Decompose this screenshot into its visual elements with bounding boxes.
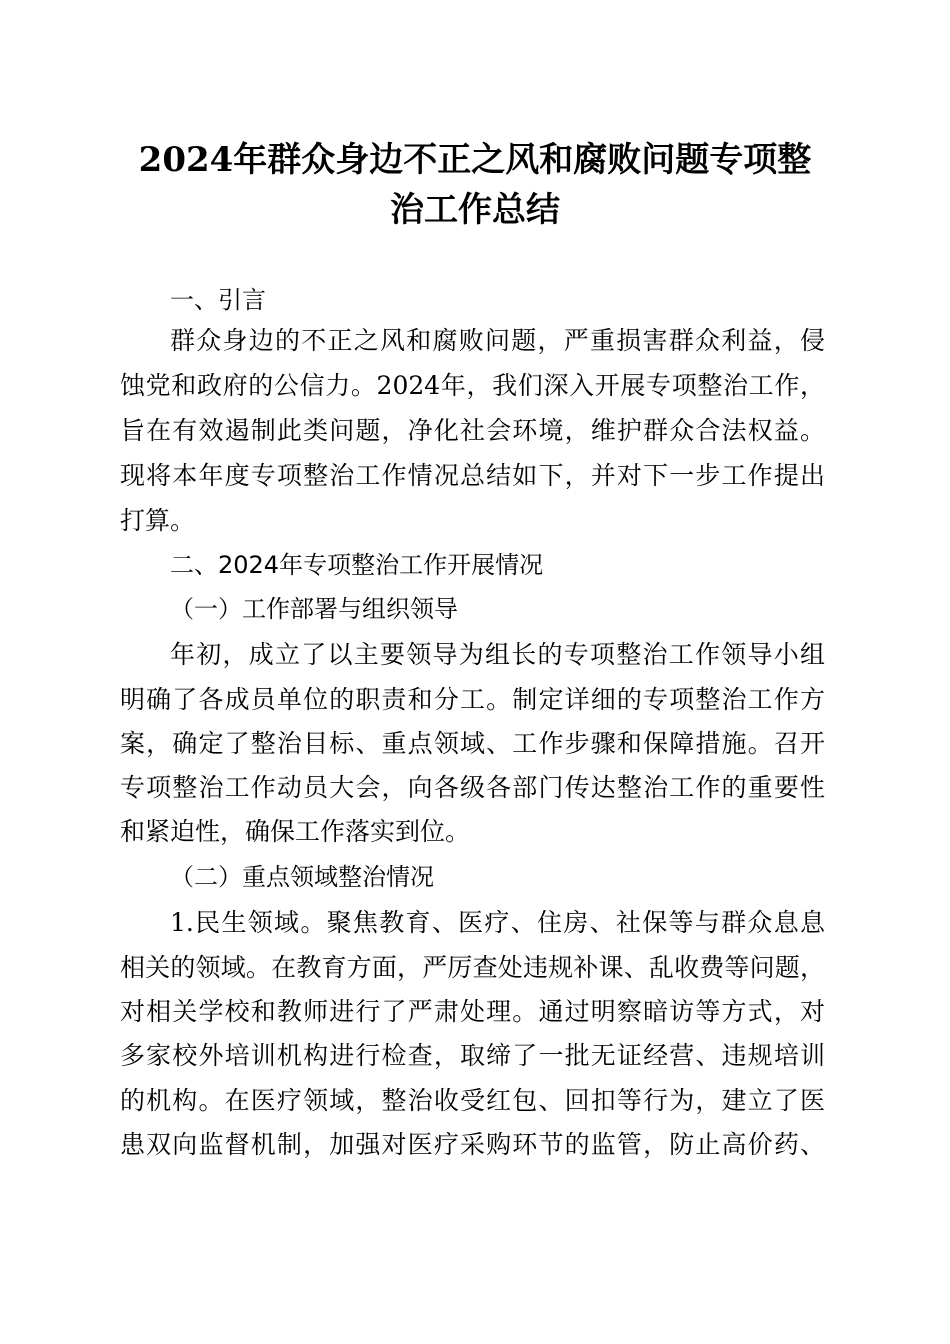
paragraph-line: 旨在有效遏制此类问题，净化社会环境，维护群众合法权益。 bbox=[120, 416, 825, 445]
document-title-line-2: 治工作总结 bbox=[390, 190, 560, 230]
paragraph-line: 的机构。在医疗领域，整治收受红包、回扣等行为，建立了医 bbox=[120, 1086, 825, 1115]
paragraph-line: 群众身边的不正之风和腐败问题，严重损害群众利益，侵 bbox=[170, 326, 825, 355]
paragraph-line: 专项整治工作动员大会，向各级各部门传达整治工作的重要性 bbox=[120, 773, 825, 802]
subsection-heading-key-areas: （二）重点领域整治情况 bbox=[170, 863, 434, 891]
paragraph-line: 相关的领域。在教育方面，严厉查处违规补课、乱收费等问题， bbox=[120, 953, 825, 982]
paragraph-line: 年初，成立了以主要领导为组长的专项整治工作领导小组 bbox=[170, 640, 825, 669]
document-title-line-1: 2024年群众身边不正之风和腐败问题专项整 bbox=[138, 140, 812, 180]
paragraph-line: 对相关学校和教师进行了严肃处理。通过明察暗访等方式，对 bbox=[120, 997, 825, 1026]
paragraph-line: 打算。 bbox=[120, 506, 196, 535]
paragraph-line: 现将本年度专项整治工作情况总结如下，并对下一步工作提出 bbox=[120, 461, 825, 490]
subsection-heading-organization: （一）工作部署与组织领导 bbox=[170, 595, 458, 623]
paragraph-line: 1.民生领域。聚焦教育、医疗、住房、社保等与群众息息 bbox=[170, 908, 825, 937]
paragraph-line: 和紧迫性，确保工作落实到位。 bbox=[120, 817, 471, 846]
paragraph-line: 案，确定了整治目标、重点领域、工作步骤和保障措施。召开 bbox=[120, 729, 825, 758]
section-heading-progress: 二、2024年专项整治工作开展情况 bbox=[170, 551, 544, 579]
section-heading-introduction: 一、引言 bbox=[170, 286, 266, 314]
paragraph-line: 明确了各成员单位的职责和分工。制定详细的专项整治工作方 bbox=[120, 685, 825, 714]
paragraph-line: 多家校外培训机构进行检查，取缔了一批无证经营、违规培训 bbox=[120, 1041, 825, 1070]
paragraph-line: 蚀党和政府的公信力。2024年，我们深入开展专项整治工作， bbox=[120, 371, 825, 400]
paragraph-line: 患双向监督机制，加强对医疗采购环节的监管，防止高价药、 bbox=[120, 1130, 825, 1159]
